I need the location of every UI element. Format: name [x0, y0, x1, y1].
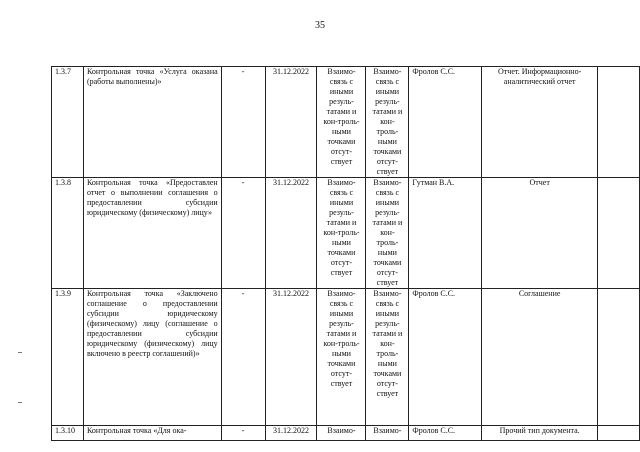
margin-mark: [18, 402, 22, 403]
info-system: [598, 426, 640, 441]
end-date: 31.12.2022: [265, 426, 317, 441]
document-type: Отчет. Информационно-аналитический отчет: [482, 67, 598, 178]
next-link: Взаимо-связь с иными резуль-татами и кон-троль-ными точками отсут-ствует: [366, 67, 409, 178]
row-number: 1.3.8: [52, 178, 84, 289]
previous-link: Взаимо-связь с иными резуль-татами и кон-троль-ными точками отсут-ствует: [317, 178, 366, 289]
page-number: 35: [315, 20, 325, 31]
row-number: 1.3.10: [52, 426, 84, 441]
previous-link: Взаимо-связь с иными резуль-татами и кон-троль-ными точками отсут-ствует: [317, 67, 366, 178]
end-date: 31.12.2022: [265, 178, 317, 289]
previous-link: Взаимо-: [317, 426, 366, 441]
responsible-person: Фролов С.С.: [409, 289, 482, 426]
start-date: -: [221, 67, 265, 178]
end-date: 31.12.2022: [265, 289, 317, 426]
next-link: Взаимо-связь с иными резуль-татами и кон-троль-ными точками отсут-ствует: [366, 178, 409, 289]
end-date: 31.12.2022: [265, 67, 317, 178]
responsible-person: Фролов С.С.: [409, 67, 482, 178]
table-row: [52, 289, 640, 426]
document-type: Отчет: [482, 178, 598, 289]
info-system: [598, 289, 640, 426]
responsible-person: Гутман В.А.: [409, 178, 482, 289]
start-date: -: [221, 426, 265, 441]
row-number: 1.3.7: [52, 67, 84, 178]
previous-link: Взаимо-связь с иными резуль-татами и кон-троль-ными точками отсут-ствует: [317, 289, 366, 426]
control-point-name: Контрольная точка «Заключено соглашение о предоставлении субсидии юридическому (физическому) лицу (соглашение о предоставлении субсидии юридическому (физическому) лицу включено в реестр соглашений)»: [83, 289, 221, 426]
start-date: -: [221, 178, 265, 289]
document-type: Соглашение: [482, 289, 598, 426]
info-system: [598, 67, 640, 178]
control-point-name: Контрольная точка «Услуга оказана (работы выполнены)»: [83, 67, 221, 178]
control-point-name: Контрольная точка «Предоставлен отчет о выполнении соглашения о предоставлении субсидии юридическому (физическому) лицу»: [83, 178, 221, 289]
row-number: 1.3.9: [52, 289, 84, 426]
start-date: -: [221, 289, 265, 426]
info-system: [598, 178, 640, 289]
responsible-person: Фролов С.С.: [409, 426, 482, 441]
margin-mark: [18, 352, 22, 353]
table-row: [52, 426, 640, 441]
control-point-name: Контрольная точка «Для ока-: [83, 426, 221, 441]
control-points-table: [51, 66, 640, 441]
table-row: [52, 67, 640, 178]
document-type: Прочий тип документа.: [482, 426, 598, 441]
next-link: Взаимо-: [366, 426, 409, 441]
next-link: Взаимо-связь с иными резуль-татами и кон-троль-ными точками отсут-ствует: [366, 289, 409, 426]
table-row: [52, 178, 640, 289]
